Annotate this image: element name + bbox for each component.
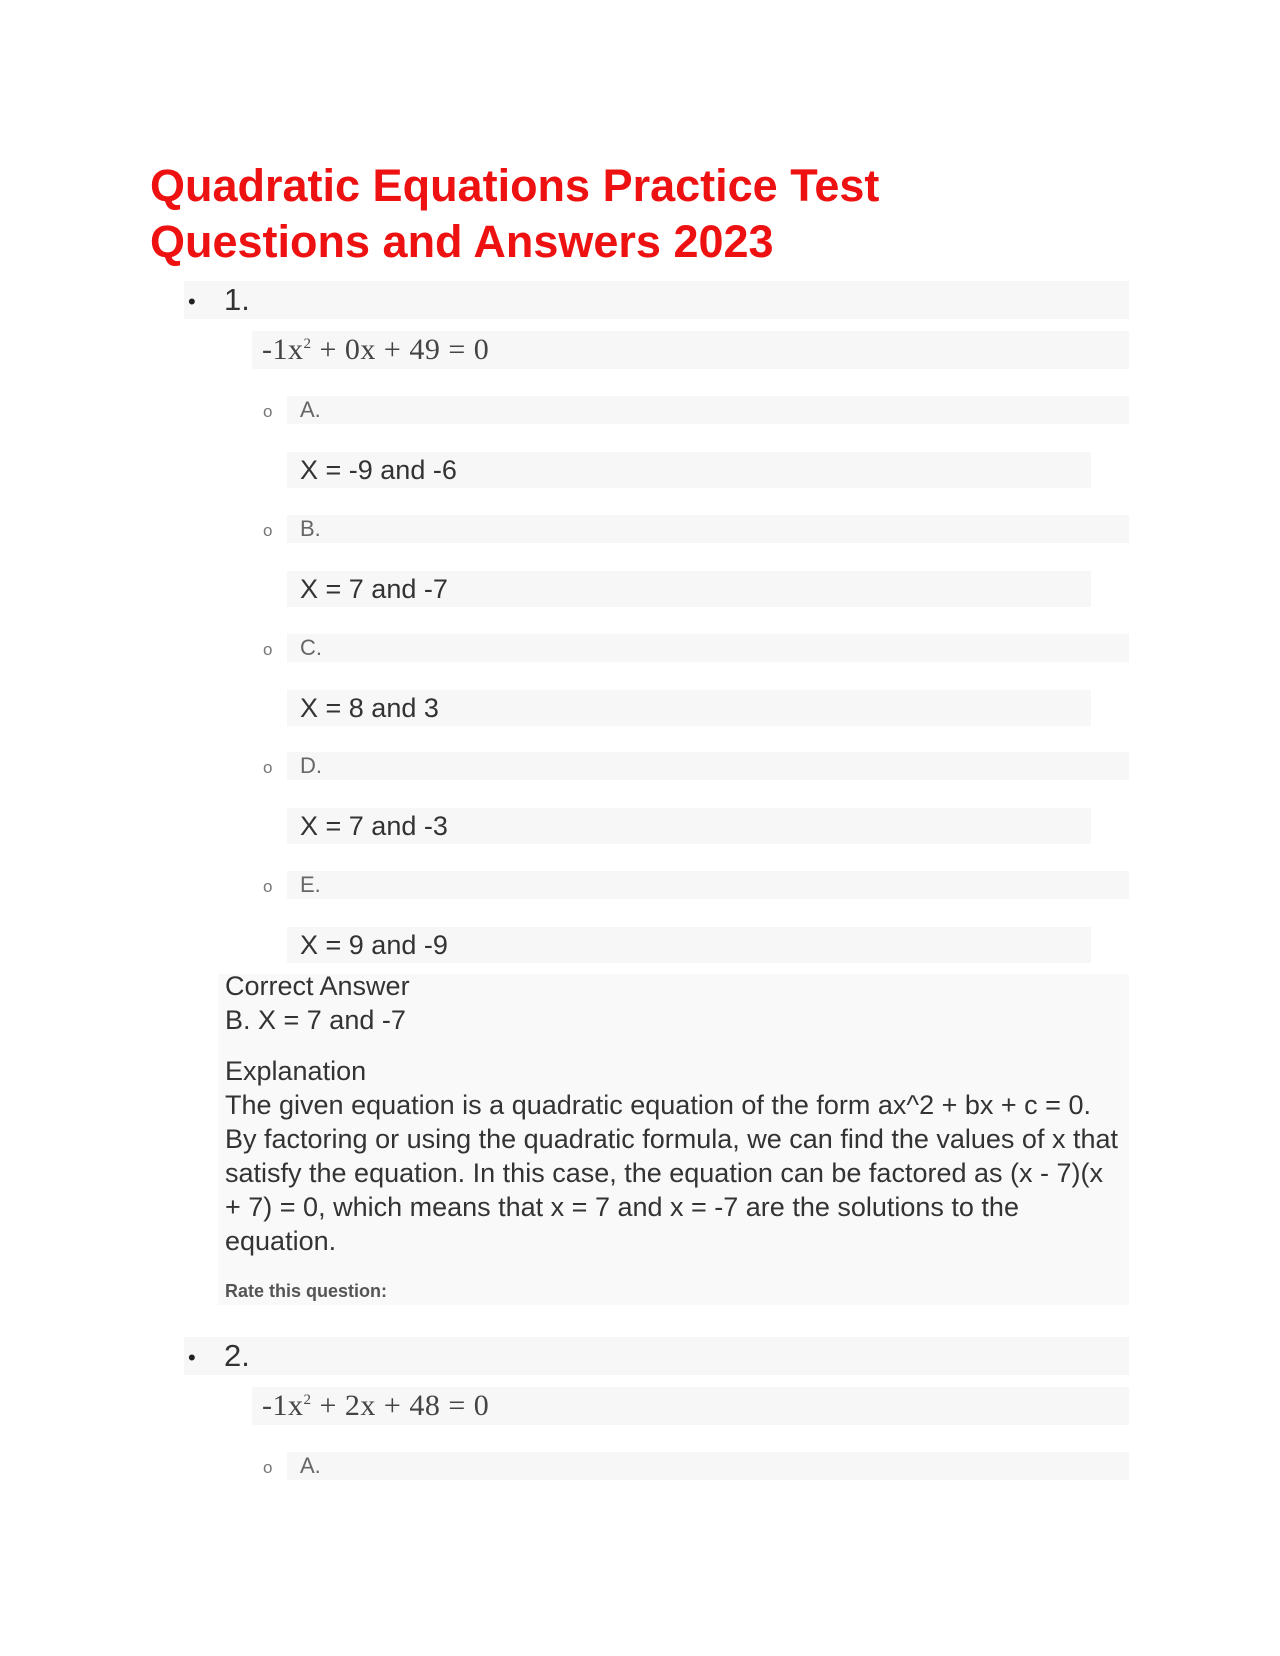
option-e-text: X = 9 and -9 <box>300 930 448 960</box>
option-a-bar[interactable] <box>287 396 1129 424</box>
option-e-bar[interactable] <box>287 871 1129 899</box>
correct-answer: B. X = 7 and -7 <box>225 1005 406 1035</box>
option-b-letter: B. <box>300 516 321 541</box>
option-e-letter: E. <box>300 872 321 897</box>
bullet-icon: • <box>188 1345 196 1370</box>
option-c-letter: C. <box>300 635 322 660</box>
option-circle-icon[interactable]: o <box>263 877 273 896</box>
question-number: 2. <box>224 1338 250 1373</box>
option-circle-icon[interactable]: o <box>263 758 273 777</box>
option-circle-icon[interactable]: o <box>263 402 273 421</box>
explanation-text: The given equation is a quadratic equation of the form ax^2 + bx + c = 0. By factoring or using the quadratic formula, we can find the values of x that satisfy the equation. In this case, the equation can be factored as (x - 7)(x + 7) = 0, which means that x = 7 and x = -7 are the solutions to the equation. <box>225 1090 1118 1256</box>
option-circle-icon[interactable]: o <box>263 640 273 659</box>
explanation-label: Explanation <box>225 1056 367 1086</box>
option-d-letter: D. <box>300 753 322 778</box>
option-c-text: X = 8 and 3 <box>300 693 439 723</box>
option-circle-icon[interactable]: o <box>263 521 273 540</box>
rate-question-label: Rate this question: <box>225 1281 388 1301</box>
question-number: 1. <box>224 282 250 317</box>
equation-prefix: -1x <box>262 1389 304 1422</box>
equation-suffix: + 0x + 49 = 0 <box>311 333 490 366</box>
option-b-text: X = 7 and -7 <box>300 574 448 604</box>
option-circle-icon[interactable]: o <box>263 1458 273 1477</box>
option-a-text: X = -9 and -6 <box>300 455 457 485</box>
equation-prefix: -1x <box>262 333 304 366</box>
equation-exponent: 2 <box>303 336 312 352</box>
option-b-bar[interactable] <box>287 515 1129 543</box>
option-d-text: X = 7 and -3 <box>300 811 448 841</box>
equation-exponent: 2 <box>303 1392 312 1408</box>
question-equation <box>262 1387 489 1425</box>
option-a-letter: A. <box>300 397 321 422</box>
question-header-bar <box>184 281 1129 319</box>
question-equation <box>262 331 489 369</box>
page-title: Quadratic Equations Practice Test Questions and Answers 2023 <box>150 160 880 267</box>
option-d-bar[interactable] <box>287 752 1129 780</box>
option-a-letter: A. <box>300 1453 321 1478</box>
option-a-bar[interactable] <box>287 1452 1129 1480</box>
question-header-bar <box>184 1337 1129 1375</box>
bullet-icon: • <box>188 289 196 314</box>
option-c-bar[interactable] <box>287 634 1129 662</box>
equation-suffix: + 2x + 48 = 0 <box>311 1389 490 1422</box>
correct-answer-label: Correct Answer <box>225 971 410 1001</box>
